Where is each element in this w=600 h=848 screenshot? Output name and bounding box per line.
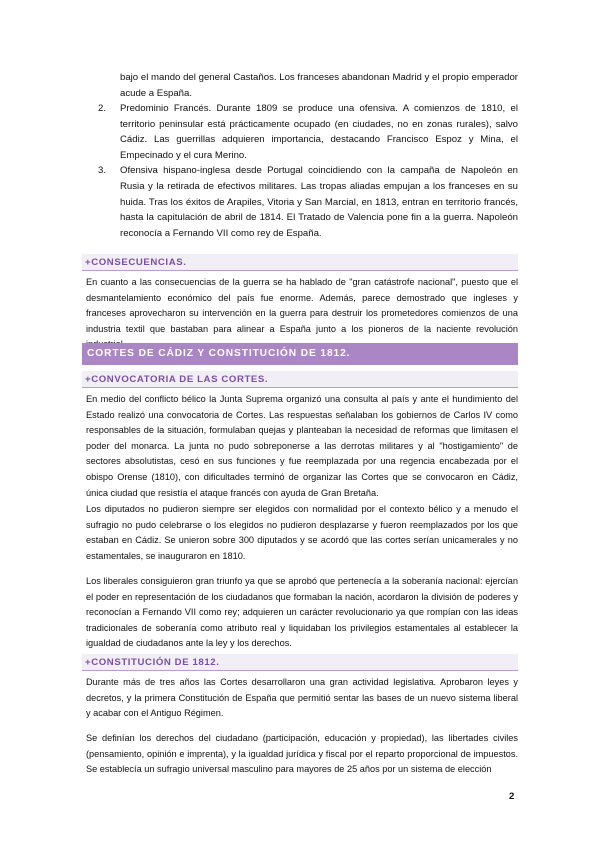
constitucion-paragraph-1: Durante más de tres años las Cortes desarrollaron una gran actividad legislativa. Aprobaron leyes y decretos, y la primera Constitución de España que permitió sentar las bases de un nuevo sistema liberal y acabar con el Antiguo Régimen. — [86, 677, 518, 719]
convocatoria-paragraph-1: En medio del conflicto bélico la Junta Suprema organizó una consulta al país y ante el hundimiento del Estado realizó una convocatoria de Cortes. Las respuestas señalaban los gobiernos de Carlos IV como responsables de la situación, formulaban quejas y planteaban la necesidad de reformas que limitasen el poder del monarca. La junta no pudo sobreponerse a las derrotas militares y al "hostigamiento" de sectores absolutistas, cesó en sus funciones y fue reemplazada por una regencia encabezada por el obispo Orense (1810), con dificultades terminó de organizar las Cortes que se convocaron en Cádiz, única ciudad que resistía el ataque francés con ayuda de Gran Bretaña. — [86, 394, 518, 498]
list-item — [98, 101, 518, 163]
constitucion-heading: +CONSTITUCIÓN DE 1812. — [82, 654, 518, 671]
list-item — [98, 163, 518, 241]
list-item-text: Predominio Francés. Durante 1809 se produce una ofensiva. A comienzos de 1810, el territorio peninsular está prácticamente ocupado (en ciudades, no en zonas rurales), salvo Cádiz. Las guerrillas adquieren importancia, destacando Francisco Espoz y Mina, el Empecinado y el cura Merino. — [120, 103, 518, 161]
list-item-number: 3. — [98, 165, 107, 177]
consecuencias-paragraph: En cuanto a las consecuencias de la guerra se ha hablado de "gran catástrofe nacional", puesto que el desmantelamiento económico del país fue enorme. Además, parece demostrado que ingleses y franceses aprovecharon su intervención en la guerra para destruir los prometedores comienzos de una industria textil que bastaban para alinear a España junto a los pioneros de la naciente revolución — [86, 277, 518, 334]
section-title: CORTES DE CÁDIZ Y CONSTITUCIÓN DE 1812. — [87, 348, 351, 359]
list-item-text: Ofensiva hispano-inglesa desde Portugal coincidiendo con la campaña de Napoleón en Rusia y la retirada de efectivos militares. Las tropas aliadas empujan a los franceses en su huida. Tras los éxitos de Arapiles, Vitoria y San Marcial, en 1813, entran en territorio francés, hasta la capitulación de abril de 1814. El Tratado de Valencia pone fin a la guerra. Napoleón reconocía a Fernando VII como rey de España. — [120, 165, 518, 239]
list-continuation: bajo el mando del general Castaños. Los franceses abandonan Madrid y el propio emperador acude a España. — [120, 72, 518, 99]
list-item-number: 2. — [98, 103, 107, 114]
convocatoria-paragraph-2: Los diputados no pudieron siempre ser elegidos con normalidad por el contexto bélico y a menudo el sufragio no pudo celebrarse o los elegidos no pudieron desplazarse y fueron reemplazados por los que estaban en Cádiz. Se unieron sobre 300 diputados y se acordó que las cortes serían unicamerales y no estamentales, se inauguraron en 1810. — [86, 504, 518, 561]
convocatoria-paragraph-3: Los liberales consiguieron gran triunfo ya que se aprobó que pertenecía a la soberanía nacional: ejercían el poder en representación de los ciudadanos que formaban la nación, acordaron la división de poderes y reconocían a Fernando VII como rey; adquieren un carácter revolucionario ya que rompían con las ideas tradicionales de soberanía como atributo real y liquidaban los privilegios estamentales al establecer la igualdad de ciudadanos ante la ley y los derechos. — [86, 576, 518, 649]
constitucion-paragraph-2: Se definían los derechos del ciudadano (participación, educación y propiedad), las libertades civiles (pensamiento, opinión e imprenta), y la igualdad jurídica y fiscal por el reparto proporcional de impuestos. Se establecía un sufragio universal masculino para mayores de 25 años por un sistema de elección — [86, 733, 518, 775]
section-title-bar — [82, 343, 518, 365]
numbered-list — [98, 101, 518, 241]
consecuencias-heading: +CONSECUENCIAS. — [82, 254, 518, 271]
page-number: 2 — [509, 791, 515, 802]
convocatoria-heading: +CONVOCATORIA DE LAS CORTES. — [82, 371, 518, 388]
